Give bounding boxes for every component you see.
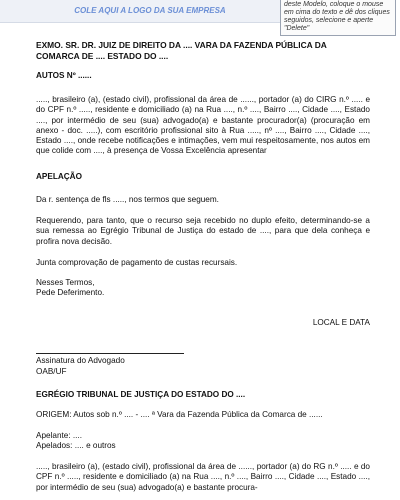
signature-line [36,353,184,354]
apelacao-heading: APELAÇÃO [36,172,82,181]
autos-number: AUTOS Nº ...... [36,71,92,80]
logo-placeholder-text: COLE AQUI A LOGO DA SUA EMPRESA [74,6,226,15]
origem-line: ORIGEM: Autos sob n.º .... - .... ª Vara da Fazenda Pública da Comarca de ...... [36,410,323,419]
apelante-line: Apelante: .... [36,431,82,440]
closing-line-1: Nesses Termos, [36,278,95,287]
tribunal-heading: EGRÉGIO TRIBUNAL DE JUSTIÇA DO ESTADO DO .... [36,390,246,399]
qualification-paragraph: ....., brasileiro (a), (estado civil), profissional da área de ......, portador (a) do CIRG n.º ..... e do CPF n.º ....., residente e domiciliado (a) na Rua ...., n.º ...., Bairro ...., Cidade ...., Estado ...., por intermédio de seu (sua) advogado(a) e bastante procurador(a) (procuração em anexo - doc. .....), com escritório profissional sito à Rua ....., nº ...., Bairro ...., Cidade ...., Estado ...., onde recebe notificações e intimações, vem mui respeitosamente, nos autos em que colide com ...., à presença de Vossa Excelência apresentar [36,95,370,156]
closing-line-2: Pede Deferimento. [36,288,105,297]
request-paragraph: Requerendo, para tanto, que o recurso seja recebido no duplo efeito, determinando-se a sua remessa ao Egrégio Tribunal de Justiça do estado de ...., para que dela conheça e profira nova decisão. [36,216,370,246]
instruction-note: deste Modelo, coloque o mouse em cima do texto e dê dos cliques seguidos, selecione e aperte "Delete" [280,0,396,36]
costs-paragraph: Junta comprovação de pagamento de custas recursais. [36,258,238,267]
place-and-date: LOCAL E DATA [312,318,370,327]
apelados-line: Apelados: .... e outros [36,441,116,450]
qualification-paragraph-2: ....., brasileiro (a), (estado civil), profissional da área de ......, portador (a) do RG n.º ..... e do CPF n.º ....., residente e domiciliado (a) na Rua ...., n.º ...., Bairro ...., Cidade ...., Estado ...., por intermédio de seu (sua) advogado(a) e bastante procura- [36,462,370,492]
signature-label: Assinatura do Advogado [36,356,125,365]
sentence-paragraph: Da r. sentença de fls ....., nos termos que seguem. [36,195,219,204]
document-body [36,40,370,492]
court-header: EXMO. SR. DR. JUIZ DE DIREITO DA .... VARA DA FAZENDA PÚBLICA DA COMARCA DE .... ESTADO DO .... [36,40,327,61]
oab-label: OAB/UF [36,367,67,376]
